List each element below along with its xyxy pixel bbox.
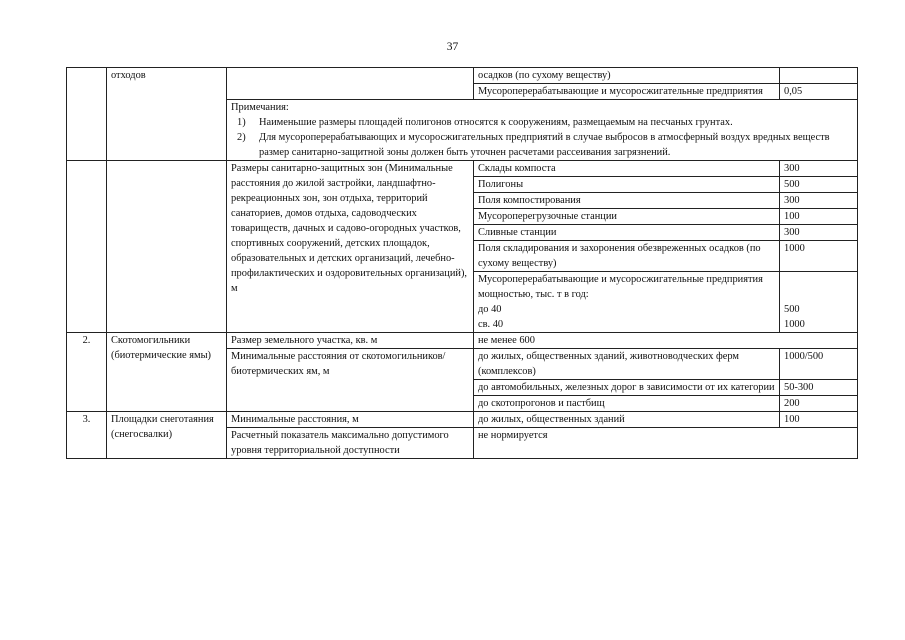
value-cell: 100: [780, 412, 858, 428]
param-cell: осадков (по сухому веществу): [474, 68, 780, 84]
table-row: [67, 412, 858, 428]
notes-list: [231, 115, 853, 160]
object-name-cell: Скотомогильники (биотермические ямы): [107, 333, 227, 412]
indicator-cell: Минимальные расстояния, м: [227, 412, 474, 428]
row-number-cell: [67, 68, 107, 161]
param-cell: не нормируется: [474, 428, 858, 459]
param-cell: Мусороперерабатывающие и мусоросжигательные предприятия мощностью, тыс. т в год: до 40 св. 40: [474, 272, 780, 333]
object-name-cell: [107, 161, 227, 333]
value-cell: 300: [780, 225, 858, 241]
object-name-cell: Площадки снеготаяния (снегосвалки): [107, 412, 227, 459]
value-cell: 500 1000: [780, 272, 858, 333]
list-item: 1) Наименьшие размеры площадей полигонов относятся к сооружениям, размещаемым на песчаных грунтах.: [237, 117, 733, 128]
indicator-cell: Размер земельного участка, кв. м: [227, 333, 474, 349]
param-cell: Сливные станции: [474, 225, 780, 241]
szz-label-cell: Размеры санитарно-защитных зон (Минимальные расстояния до жилой застройки, ландшафтно-рекреационных зон, зон отдыха, территорий санаториев, домов отдыха, садоводческих товариществ, дачных и садово-огородных участков, спортивных сооружений, детских площадок, образовательных и детских организаций, лечебно- профилактических и оздоровительных организаций), м: [227, 161, 474, 333]
table-row: [67, 68, 858, 84]
table-row: [67, 161, 858, 177]
value-cell: 0,05: [780, 84, 858, 100]
value-cell: 1000/500: [780, 349, 858, 380]
param-cell: до жилых, общественных зданий: [474, 412, 780, 428]
param-cell: до автомобильных, железных дорог в зависимости от их категории: [474, 380, 780, 396]
table-row: [67, 333, 858, 349]
param-cell: до скотопрогонов и пастбищ: [474, 396, 780, 412]
row-number-cell: 3.: [67, 412, 107, 459]
param-cell: Поля складирования и захоронения обезвреженных осадков (по сухому веществу): [474, 241, 780, 272]
notes-cell: [227, 100, 858, 161]
object-name-cell: отходов: [107, 68, 227, 161]
indicator-cell: Расчетный показатель максимально допустимого уровня территориальной доступности: [227, 428, 474, 459]
param-cell: Мусороперегрузочные станции: [474, 209, 780, 225]
row-number-cell: [67, 161, 107, 333]
row-number-cell: 2.: [67, 333, 107, 412]
norms-table: [66, 67, 858, 459]
value-cell: 200: [780, 396, 858, 412]
param-cell: Склады компоста: [474, 161, 780, 177]
value-cell: [780, 68, 858, 84]
param-cell: до жилых, общественных зданий, животноводческих ферм (комплексов): [474, 349, 780, 380]
indicator-cell: [227, 68, 474, 100]
value-cell: 300: [780, 161, 858, 177]
indicator-cell: Минимальные расстояния от скотомогильников/биотермических ям, м: [227, 349, 474, 412]
param-cell: Поля компостирования: [474, 193, 780, 209]
page-number: 37: [446, 41, 459, 53]
value-cell: 50-300: [780, 380, 858, 396]
param-cell: не менее 600: [474, 333, 858, 349]
param-cell: Полигоны: [474, 177, 780, 193]
value-cell: 100: [780, 209, 858, 225]
list-item: 2) Для мусороперерабатывающих и мусоросжигательных предприятий в случае выбросов в атмосферный воздух вредных веществ размер санитарно-защитной зоны должен быть уточнен расчетами рассеивания загрязнений.: [237, 132, 830, 158]
param-cell: Мусороперерабатывающие и мусоросжигательные предприятия: [474, 84, 780, 100]
value-cell: 500: [780, 177, 858, 193]
value-cell: 300: [780, 193, 858, 209]
value-cell: 1000: [780, 241, 858, 272]
notes-title: Примечания:: [231, 102, 289, 113]
